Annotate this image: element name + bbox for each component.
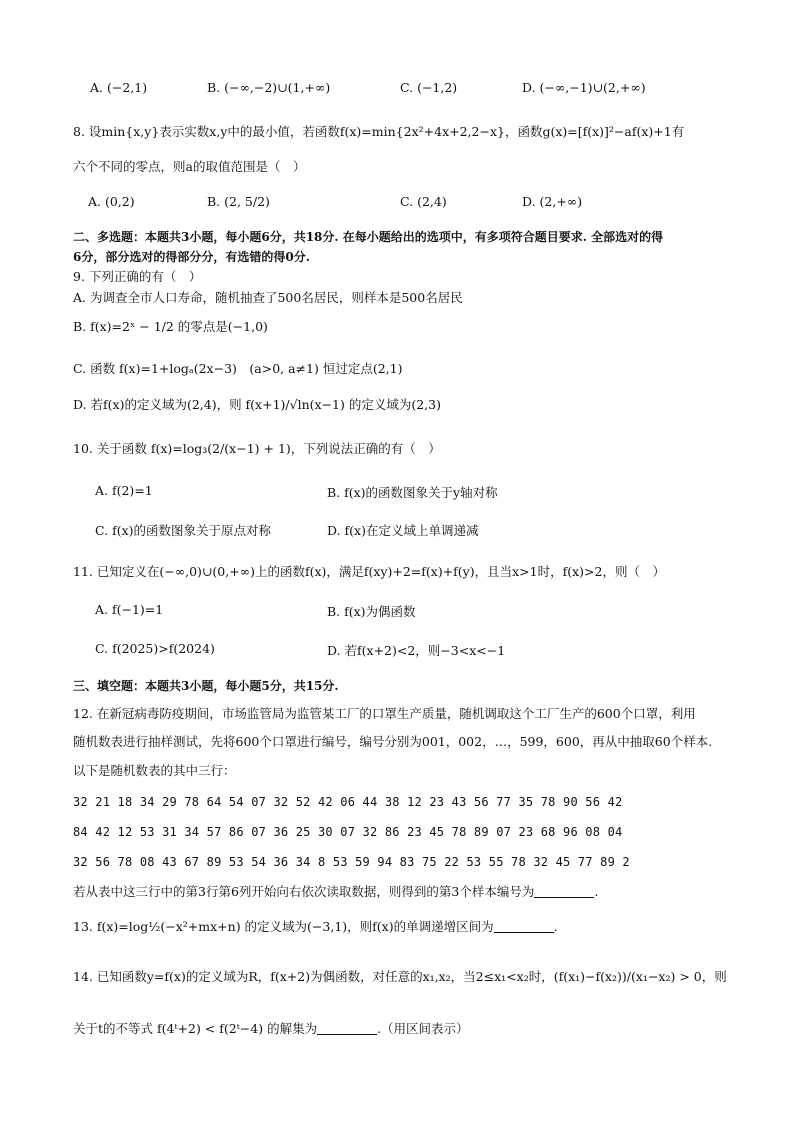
q7-option-b: B. (−∞,−2)∪(1,+∞) bbox=[207, 80, 331, 95]
q11-option-a: A. f(−1)=1 bbox=[95, 602, 164, 617]
q13-question-text: 13. f(x)=log½(−x²+mx+n) 的定义域为(−3,1)，则f(x)的单调递增区间为 bbox=[73, 919, 494, 934]
q14-question-text: 关于t的不等式 f(4ᵗ+2) < f(2ᵗ−4) 的解集为 bbox=[73, 1021, 318, 1036]
q10-option-d: D. f(x)在定义域上单调递减 bbox=[327, 523, 479, 538]
q10-stem: 10. 关于函数 f(x)=log₃(2/(x−1) + 1)，下列说法正确的有（ ） bbox=[73, 441, 441, 456]
q10-option-b: B. f(x)的函数图象关于y轴对称 bbox=[327, 485, 498, 500]
q8-option-b: B. (2, 5/2) bbox=[207, 194, 270, 209]
q14-end-text: .（用区间表示） bbox=[377, 1021, 469, 1036]
q11-option-d: D. 若f(x+2)<2，则−3<x<−1 bbox=[327, 643, 506, 658]
q10-option-a: A. f(2)=1 bbox=[95, 483, 153, 498]
q14-line1: 14. 已知函数y=f(x)的定义域为R，f(x+2)为偶函数，对任意的x₁,x₂，当2≤x₁<x₂时，(f(x₁)−f(x₂))/(x₁−x₂) > 0，则 bbox=[73, 969, 727, 984]
q10-option-c: C. f(x)的函数图象关于原点对称 bbox=[95, 523, 271, 538]
q7-option-d: D. (−∞,−1)∪(2,+∞) bbox=[522, 80, 646, 95]
q12-line2: 随机数表进行抽样测试，先将600个口罩进行编号，编号分别为001，002，…，599，600，再从中抽取60个样本. bbox=[73, 734, 713, 749]
q14-answer-blank bbox=[317, 1022, 377, 1035]
section3-heading: 三、填空题：本题共3小题，每小题5分，共15分. bbox=[73, 679, 339, 693]
q12-line3: 以下是随机数表的其中三行： bbox=[73, 763, 236, 778]
section2-heading-line2: 6分，部分选对的得部分分，有选错的得0分. bbox=[73, 250, 310, 264]
q9-option-a: A. 为调查全市人口寿命，随机抽查了500名居民，则样本是500名居民 bbox=[73, 290, 463, 305]
random-table-row-3: 32 56 78 08 43 67 89 53 54 36 34 8 53 59 94 83 75 22 53 55 78 32 45 77 89 2 bbox=[73, 855, 630, 869]
section2-heading-line1: 二、多选题：本题共3小题，每小题6分，共18分. 在每小题给出的选项中，有多项符合题目要求. 全部选对的得 bbox=[73, 230, 664, 244]
q8-option-d: D. (2,+∞) bbox=[522, 194, 583, 209]
q8-stem-line1: 8. 设min{x,y}表示实数x,y中的最小值，若函数f(x)=min{2x²+4x+2,2−x}，函数g(x)=[f(x)]²−af(x)+1有 bbox=[73, 124, 685, 139]
q13-answer-blank bbox=[494, 920, 554, 933]
q13-line bbox=[73, 918, 558, 936]
q9-option-c: C. 函数 f(x)=1+logₐ(2x−3) (a>0, a≠1) 恒过定点(2,1) bbox=[73, 361, 403, 376]
q9-stem: 9. 下列正确的有（ ） bbox=[73, 269, 202, 284]
q12-question-text: 若从表中这三行中的第3行第6列开始向右依次读取数据，则得到的第3个样本编号为 bbox=[73, 884, 535, 899]
q12-answer-blank bbox=[534, 885, 594, 898]
q12-end-punct: . bbox=[594, 884, 599, 899]
q12-line1: 12. 在新冠病毒防疫期间，市场监管局为监管某工厂的口罩生产质量，随机调取这个工厂生产的600个口罩，利用 bbox=[73, 706, 696, 721]
random-table-row-2: 84 42 12 53 31 34 57 86 07 36 25 30 07 32 86 23 45 78 89 07 23 68 96 08 04 bbox=[73, 825, 623, 839]
q14-line2 bbox=[73, 1020, 469, 1038]
q12-line4 bbox=[73, 883, 598, 901]
q7-option-c: C. (−1,2) bbox=[400, 80, 458, 95]
random-table-row-1: 32 21 18 34 29 78 64 54 07 32 52 42 06 44 38 12 23 43 56 77 35 78 90 56 42 bbox=[73, 795, 623, 809]
q9-option-b: B. f(x)=2ˣ − 1/2 的零点是(−1,0) bbox=[73, 319, 268, 334]
q8-stem-line2: 六个不同的零点，则a的取值范围是（ ） bbox=[73, 159, 306, 174]
q11-option-b: B. f(x)为偶函数 bbox=[327, 604, 416, 619]
q8-option-c: C. (2,4) bbox=[400, 194, 447, 209]
q11-stem: 11. 已知定义在(−∞,0)∪(0,+∞)上的函数f(x)，满足f(xy)+2=f(x)+f(y)，且当x>1时，f(x)>2，则（ ） bbox=[73, 564, 665, 579]
q9-option-d: D. 若f(x)的定义域为(2,4)，则 f(x+1)/√ln(x−1) 的定义域为(2,3) bbox=[73, 397, 441, 412]
q11-option-c: C. f(2025)>f(2024) bbox=[95, 641, 215, 656]
q13-end-punct: . bbox=[553, 919, 558, 934]
q8-option-a: A. (0,2) bbox=[88, 194, 135, 209]
q7-option-a: A. (−2,1) bbox=[90, 80, 148, 95]
